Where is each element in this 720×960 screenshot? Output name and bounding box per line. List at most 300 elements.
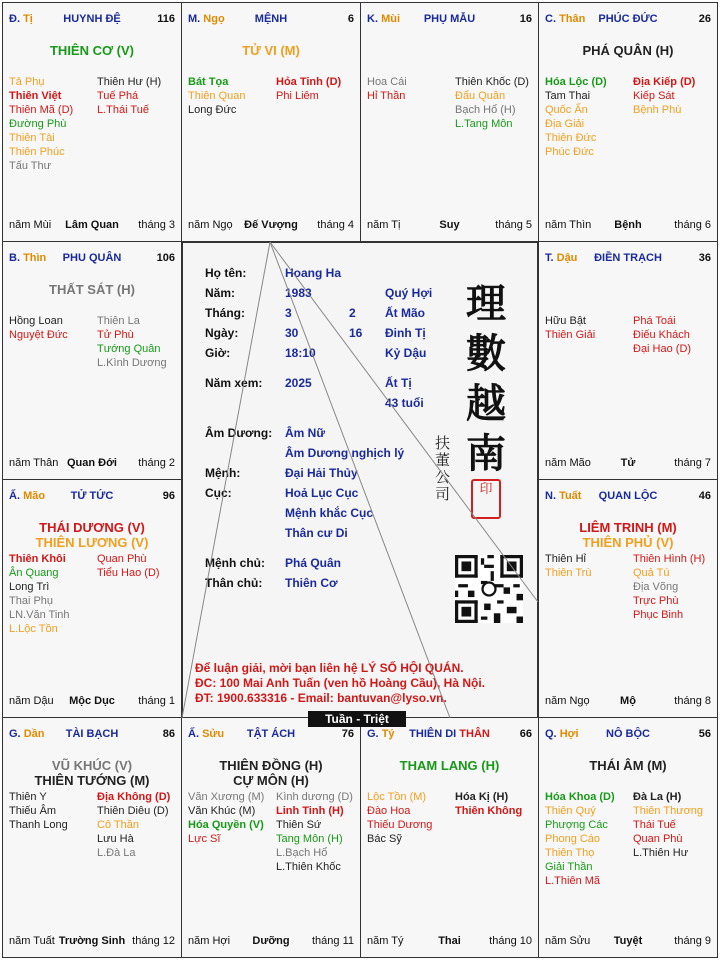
- than-chu-label: Thân chủ:: [205, 576, 263, 590]
- hour-label: Giờ:: [205, 346, 231, 360]
- age-value: 43 tuổi: [385, 396, 424, 410]
- amduong-value: Âm Nữ: [285, 426, 326, 440]
- minor-stars-left: [367, 790, 432, 846]
- day-lunar: 16: [349, 326, 363, 340]
- minor-stars-left: [545, 75, 607, 159]
- palace-number: 16: [519, 13, 532, 25]
- minor-star[interactable]: Tuế Phá: [97, 90, 139, 102]
- palace-footer: [545, 219, 711, 233]
- minor-star[interactable]: Trực Phù: [633, 595, 679, 607]
- palace-stage: Bệnh: [614, 219, 642, 231]
- minor-star[interactable]: Hoa Cái: [367, 76, 407, 88]
- hour-value: 18:10: [285, 346, 316, 360]
- palace-stage: Thai: [438, 935, 461, 947]
- calligraphy-title: [451, 279, 521, 479]
- palace-cell-suu: [181, 717, 361, 958]
- palace-header: [9, 728, 175, 744]
- minor-stars-right: [455, 790, 522, 818]
- palace-cell-dau: [538, 241, 718, 480]
- palace-cell-hoi: [538, 717, 718, 958]
- minor-stars-right: [276, 75, 341, 103]
- year-can-chi: Quý Hợi: [385, 286, 433, 300]
- minor-star[interactable]: Thiên Quý: [545, 805, 596, 817]
- palace-year: năm Mão: [545, 457, 591, 469]
- palace-cell-ty: [2, 2, 182, 242]
- palace-header: [188, 13, 354, 29]
- palace-footer: [188, 935, 354, 949]
- palace-year: năm Tuất: [9, 935, 55, 947]
- minor-star[interactable]: Tướng Quân: [97, 343, 161, 355]
- minor-star[interactable]: Đào Hoa: [367, 805, 411, 817]
- palace-stage: Mộc Dục: [69, 695, 115, 707]
- palace-name-text: THIÊN DI: [409, 728, 457, 740]
- cuc-value: Hoả Lục Cục: [285, 486, 359, 500]
- palace-than-marker: THÂN: [459, 728, 490, 740]
- palace-name[interactable]: [63, 13, 120, 25]
- name-label: Họ tên:: [205, 266, 247, 280]
- than-chu-value: Thiên Cơ: [285, 576, 338, 590]
- minor-star[interactable]: Bác Sỹ: [367, 833, 402, 845]
- main-star[interactable]: CỰ MÔN (H): [233, 773, 309, 788]
- palace-stem: K.: [367, 13, 378, 25]
- menh-chu-value: Phá Quân: [285, 556, 342, 570]
- palace-branch: [9, 252, 46, 264]
- minor-star[interactable]: Tử Phù: [97, 329, 134, 341]
- minor-stars-right: [455, 75, 529, 131]
- minor-star[interactable]: Đà La (H): [633, 791, 682, 803]
- palace-branch: [188, 13, 225, 25]
- amduong-label: Âm Dương:: [205, 426, 273, 440]
- palace-stem: N.: [545, 490, 556, 502]
- palace-header: [545, 728, 711, 744]
- minor-star[interactable]: Thiên Khốc (D): [455, 76, 529, 88]
- minor-star[interactable]: Long Đức: [188, 104, 237, 116]
- minor-star[interactable]: Nguyệt Đức: [9, 329, 68, 341]
- hour-can-chi: Kỷ Dậu: [385, 346, 427, 360]
- minor-stars-right: [97, 75, 161, 117]
- minor-star[interactable]: Quả Tú: [633, 567, 670, 579]
- minor-star[interactable]: Địa Không (D): [97, 791, 171, 803]
- palace-number: 26: [698, 13, 711, 25]
- minor-star[interactable]: Kiếp Sát: [633, 90, 675, 102]
- palace-number: 96: [162, 490, 175, 502]
- palace-cell-tuat: [538, 479, 718, 718]
- minor-star[interactable]: L.Tang Môn: [455, 118, 513, 130]
- main-star[interactable]: THAM LANG (H): [399, 758, 500, 773]
- minor-stars-right: [97, 314, 167, 370]
- minor-star[interactable]: Tam Thai: [545, 90, 591, 102]
- palace-name-text: ĐIỀN TRẠCH: [594, 252, 662, 264]
- palace-name[interactable]: [255, 13, 287, 25]
- minor-star[interactable]: Bạch Hổ (H): [455, 104, 516, 116]
- palace-header: [545, 252, 711, 268]
- minor-star[interactable]: Thiên Phúc: [9, 146, 65, 158]
- palace-year: năm Ngọ: [188, 219, 233, 231]
- palace-year: năm Sửu: [545, 935, 591, 947]
- minor-star[interactable]: Thiếu Âm: [9, 805, 57, 817]
- minor-star[interactable]: Thai Phụ: [9, 595, 54, 607]
- palace-branch: [545, 728, 579, 740]
- palace-stage: Tử: [620, 457, 636, 469]
- palace-name-text: NÔ BỘC: [606, 728, 650, 740]
- main-star[interactable]: PHÁ QUÂN (H): [582, 43, 674, 58]
- palace-number: 86: [162, 728, 175, 740]
- minor-star[interactable]: Quan Phù: [633, 833, 683, 845]
- palace-year: năm Hợi: [188, 935, 231, 947]
- palace-stem: B.: [9, 252, 20, 264]
- minor-star[interactable]: Thiên Không: [455, 805, 523, 817]
- palace-number: 66: [519, 728, 532, 740]
- palace-year: năm Ngọ: [545, 695, 590, 707]
- month-lunar: 2: [349, 306, 356, 320]
- minor-star[interactable]: Hữu Bật: [545, 315, 586, 327]
- main-star[interactable]: VŨ KHÚC (V): [51, 758, 133, 773]
- main-star[interactable]: THIÊN ĐỒNG (H): [219, 758, 323, 773]
- minor-star[interactable]: L.Thiên Mã: [545, 875, 601, 887]
- minor-star[interactable]: Quốc Ấn: [545, 104, 588, 116]
- calligraphy-char: 越: [466, 380, 506, 427]
- minor-star[interactable]: Thiên Hình (H): [633, 553, 706, 565]
- palace-stage: Suy: [439, 219, 460, 231]
- minor-star[interactable]: Kình dương (D): [276, 791, 353, 803]
- seal-text: 印: [479, 482, 493, 497]
- minor-star[interactable]: LN.Văn Tinh: [9, 609, 70, 621]
- palace-branch: [9, 13, 33, 25]
- minor-star[interactable]: Tấu Thư: [9, 160, 52, 172]
- palace-header: [9, 13, 175, 29]
- minor-star[interactable]: Đường Phù: [9, 118, 67, 130]
- minor-star[interactable]: L.Kình Dương: [97, 357, 167, 369]
- palace-footer: [9, 695, 175, 709]
- palace-name-text: TẬT ÁCH: [246, 728, 296, 740]
- minor-star[interactable]: Phi Liêm: [276, 90, 319, 102]
- palace-name[interactable]: [594, 252, 662, 264]
- minor-star[interactable]: Hỉ Thần: [367, 90, 406, 102]
- minor-star[interactable]: Thiên Mã (D): [9, 104, 74, 116]
- palace-cell-mao: [2, 479, 182, 718]
- minor-star[interactable]: Giải Thần: [545, 861, 593, 873]
- minor-stars-left: [545, 790, 615, 888]
- minor-star[interactable]: Hóa Kị (H): [455, 791, 509, 803]
- palace-month: tháng 5: [495, 219, 532, 231]
- minor-star[interactable]: Thiên Việt: [9, 90, 62, 102]
- minor-star[interactable]: Thiên Quan: [188, 90, 246, 102]
- palace-branch: [188, 728, 224, 740]
- minor-stars-left: [9, 790, 68, 832]
- minor-stars-left: [9, 552, 70, 636]
- calligraphy-char: 數: [466, 330, 506, 377]
- minor-star[interactable]: Phúc Đức: [545, 146, 594, 158]
- minor-star[interactable]: Thiên La: [97, 315, 140, 327]
- day-value: 30: [285, 326, 299, 340]
- palace-branch: [545, 13, 585, 25]
- palace-footer: [188, 219, 354, 233]
- palace-number: 116: [157, 13, 175, 25]
- menh-value: Đại Hải Thủy: [285, 466, 358, 480]
- palace-name[interactable]: [599, 490, 658, 502]
- palace-name[interactable]: [247, 728, 295, 740]
- minor-star[interactable]: Tả Phụ: [9, 76, 45, 88]
- minor-star[interactable]: L.Thái Tuế: [97, 104, 149, 116]
- palace-month: tháng 12: [132, 935, 175, 947]
- palace-stage: Trường Sinh: [58, 935, 126, 947]
- main-star[interactable]: THÁI ÂM (M): [589, 758, 667, 773]
- palace-number: 106: [156, 252, 175, 264]
- minor-star[interactable]: Thiên Giải: [545, 329, 596, 341]
- palace-stem: G.: [367, 728, 379, 740]
- minor-star[interactable]: Lực Sĩ: [188, 833, 221, 845]
- red-seal-stamp: [471, 479, 501, 519]
- minor-star[interactable]: Cô Thần: [97, 819, 139, 831]
- palace-branch: [9, 490, 45, 502]
- month-value: 3: [285, 306, 292, 320]
- month-can-chi: Ất Mão: [385, 306, 425, 320]
- minor-stars-left: [188, 75, 245, 117]
- palace-cell-mui: [360, 2, 539, 242]
- main-star[interactable]: THIÊN CƠ (V): [49, 43, 135, 58]
- palace-name[interactable]: [409, 728, 490, 740]
- minor-star[interactable]: Phong Cáo: [545, 833, 601, 845]
- palace-stage: Dưỡng: [252, 935, 290, 947]
- palace-footer: [9, 457, 175, 471]
- palace-name-text: MỆNH: [254, 13, 288, 25]
- main-star[interactable]: THIÊN TƯỚNG (M): [34, 773, 150, 788]
- minor-star[interactable]: Tiểu Hao (D): [97, 567, 160, 579]
- palace-header: [545, 490, 711, 506]
- palace-name-text: PHÚC ĐỨC: [598, 13, 658, 25]
- palace-branch-name: Thân: [559, 13, 586, 25]
- palace-stem: Đ.: [9, 13, 20, 25]
- palace-stage: Lâm Quan: [65, 219, 119, 231]
- minor-star[interactable]: Thiếu Dương: [367, 819, 433, 831]
- palace-stem: Q.: [545, 728, 557, 740]
- minor-stars-right: [633, 552, 705, 622]
- palace-footer: [9, 219, 175, 233]
- minor-star[interactable]: Điếu Khách: [633, 329, 690, 341]
- minor-star[interactable]: Tang Môn (H): [276, 833, 343, 845]
- minor-star[interactable]: Hóa Khoa (D): [545, 791, 615, 803]
- minor-star[interactable]: Văn Xương (M): [188, 791, 265, 803]
- main-star[interactable]: LIÊM TRINH (M): [579, 520, 677, 535]
- minor-stars-left: [9, 314, 68, 342]
- minor-star[interactable]: Thiên Trù: [545, 567, 592, 579]
- palace-year: năm Thân: [9, 457, 59, 469]
- minor-star[interactable]: Ân Quang: [9, 567, 59, 579]
- contact-address: ĐC: 100 Mai Anh Tuấn (ven hồ Hoàng Cầu), Hà Nội.: [195, 676, 486, 690]
- minor-star[interactable]: Thiên Thọ: [545, 847, 595, 859]
- palace-header: [9, 490, 175, 506]
- palace-name[interactable]: [606, 728, 650, 740]
- minor-stars-left: [545, 552, 591, 580]
- minor-star[interactable]: Lưu Hà: [97, 833, 134, 845]
- minor-star[interactable]: L.Thiên Khốc: [276, 861, 341, 873]
- minor-star[interactable]: Phục Binh: [633, 609, 684, 621]
- palace-stage: Mộ: [620, 695, 636, 707]
- palace-branch-name: Dậu: [556, 252, 578, 264]
- contact-phone-email[interactable]: ĐT: 1900.633316 - Email: bantuvan@lyso.vn.: [195, 691, 447, 705]
- palace-branch: [545, 490, 581, 502]
- day-can-chi: Đinh Tị: [385, 326, 426, 340]
- company-char: 董: [435, 451, 451, 469]
- minor-stars-left: [188, 790, 264, 846]
- palace-branch: [9, 728, 44, 740]
- minor-star[interactable]: Địa Kiếp (D): [633, 76, 696, 88]
- minor-star[interactable]: Địa Võng: [633, 581, 679, 593]
- company-char: 扶: [435, 434, 451, 452]
- main-star[interactable]: THÁI DƯƠNG (V): [39, 520, 145, 535]
- minor-star[interactable]: Hồng Loan: [9, 315, 63, 327]
- minor-star[interactable]: Quan Phù: [97, 553, 147, 565]
- palace-year: năm Dậu: [9, 695, 54, 707]
- palace-branch-name: Tuất: [559, 490, 582, 502]
- palace-footer: [367, 935, 532, 949]
- minor-star[interactable]: Văn Khúc (M): [188, 805, 256, 817]
- minor-star[interactable]: Thiên Thương: [633, 805, 704, 817]
- palace-name-text: PHỤ MẪU: [423, 13, 476, 25]
- minor-star[interactable]: Thiên Hư (H): [97, 76, 162, 88]
- palace-year: năm Tị: [367, 219, 401, 231]
- minor-star[interactable]: Thanh Long: [9, 819, 68, 831]
- company-char: 公: [435, 468, 451, 486]
- minor-star[interactable]: L.Thiên Hư: [633, 847, 689, 859]
- year-label: Năm:: [205, 286, 236, 300]
- palace-number: 76: [341, 728, 354, 740]
- minor-stars-left: [367, 75, 407, 103]
- palace-branch: [367, 13, 400, 25]
- palace-month: tháng 11: [311, 935, 354, 947]
- minor-stars-right: [633, 314, 691, 356]
- palace-header: [367, 13, 532, 29]
- palace-name[interactable]: [66, 728, 119, 740]
- minor-stars-left: [545, 314, 595, 342]
- palace-year: năm Thìn: [545, 219, 592, 231]
- palace-number: 6: [347, 13, 354, 25]
- palace-footer: [367, 219, 532, 233]
- minor-star[interactable]: Lộc Tồn (M): [367, 791, 427, 803]
- palace-stage: Đế Vượng: [244, 219, 298, 231]
- minor-star[interactable]: Hóa Quyền (V): [188, 819, 264, 831]
- palace-stem: C.: [545, 13, 556, 25]
- month-label: Tháng:: [205, 306, 245, 320]
- minor-star[interactable]: Phượng Các: [545, 819, 608, 831]
- palace-month: tháng 2: [138, 457, 175, 469]
- palace-header: [9, 252, 175, 268]
- view-year-label: Năm xem:: [205, 376, 263, 390]
- minor-star[interactable]: Thiên Y: [9, 791, 47, 803]
- palace-cell-dan: [2, 717, 182, 958]
- minor-star[interactable]: Linh Tinh (H): [276, 805, 344, 817]
- amduong-note: Âm Dương nghịch lý: [285, 446, 405, 460]
- minor-star[interactable]: Bệnh Phù: [633, 104, 682, 116]
- minor-star[interactable]: L.Đà La: [97, 847, 136, 859]
- palace-year: năm Tý: [367, 935, 404, 947]
- minor-star[interactable]: Hỏa Tinh (D): [276, 76, 342, 88]
- company-signature: [435, 435, 453, 503]
- minor-star[interactable]: Phá Toái: [633, 315, 676, 327]
- qr-code-icon[interactable]: [455, 555, 523, 623]
- minor-star[interactable]: Thiên Tài: [9, 132, 55, 144]
- cuc-note-2: Thân cư Di: [285, 526, 348, 540]
- palace-branch-name: Tý: [381, 728, 395, 740]
- main-star[interactable]: THIÊN LƯƠNG (V): [35, 535, 149, 550]
- view-year-can-chi: Ất Tị: [385, 376, 412, 390]
- palace-number: 46: [698, 490, 711, 502]
- palace-footer: [545, 695, 711, 709]
- palace-month: tháng 1: [138, 695, 175, 707]
- palace-name[interactable]: [63, 252, 122, 264]
- main-star[interactable]: THIÊN PHỦ (V): [582, 535, 674, 550]
- palace-stem: G.: [9, 728, 21, 740]
- minor-star[interactable]: Thái Tuế: [633, 819, 676, 831]
- palace-branch-name: Mão: [23, 490, 46, 502]
- minor-star[interactable]: Thiên Diêu (D): [97, 805, 169, 817]
- minor-star[interactable]: Đại Hao (D): [633, 343, 692, 355]
- palace-cell-than: [538, 2, 718, 242]
- palace-name-text: TÀI BẠCH: [65, 728, 119, 740]
- palace-cell-ngo: [181, 2, 361, 242]
- cuc-label: Cục:: [205, 486, 232, 500]
- minor-star[interactable]: Long Trì: [9, 581, 50, 593]
- palace-stage: Tuyệt: [613, 935, 643, 947]
- palace-name[interactable]: [424, 13, 475, 25]
- palace-month: tháng 3: [138, 219, 175, 231]
- palace-year: năm Mùi: [9, 219, 52, 231]
- menh-chu-label: Mệnh chủ:: [205, 556, 265, 570]
- minor-star[interactable]: Thiên Đức: [545, 132, 597, 144]
- minor-stars-right: [276, 790, 353, 874]
- palace-name[interactable]: [598, 13, 657, 25]
- minor-star[interactable]: Thiên Hỉ: [545, 553, 586, 565]
- palace-footer: [545, 935, 711, 949]
- minor-star[interactable]: Địa Giải: [545, 118, 585, 130]
- palace-branch-name: Thìn: [23, 252, 47, 264]
- palace-cell-ty2: [360, 717, 539, 958]
- minor-star[interactable]: L.Bạch Hổ: [276, 847, 328, 859]
- year-value: 1983: [285, 286, 312, 300]
- palace-branch-name: Sửu: [202, 728, 225, 740]
- palace-month: tháng 9: [674, 935, 711, 947]
- palace-name-text: QUAN LỘC: [598, 490, 658, 502]
- main-star[interactable]: TỬ VI (M): [242, 43, 300, 58]
- palace-stem: M.: [188, 13, 201, 25]
- minor-star[interactable]: Thiên Khôi: [9, 553, 66, 565]
- minor-star[interactable]: Bát Tọa: [188, 76, 229, 88]
- palace-name[interactable]: [71, 490, 114, 502]
- palace-header: [367, 728, 532, 744]
- palace-month: tháng 10: [489, 935, 532, 947]
- minor-star[interactable]: Hóa Lộc (D): [545, 76, 607, 88]
- minor-star[interactable]: Đẩu Quân: [455, 90, 506, 102]
- palace-stem: Ấ.: [9, 490, 20, 502]
- palace-header: [188, 728, 354, 744]
- palace-branch-name: Ngọ: [203, 13, 225, 25]
- menh-label: Mệnh:: [205, 466, 241, 480]
- contact-line-1: Để luận giải, mời bạn liên hệ LÝ SỐ HỘI QUÁN.: [195, 661, 464, 675]
- palace-month: tháng 4: [317, 219, 354, 231]
- minor-star[interactable]: Thiên Sứ: [276, 819, 322, 831]
- minor-stars-left: [9, 75, 73, 173]
- palace-number: 36: [698, 252, 711, 264]
- minor-stars-right: [633, 75, 695, 117]
- main-star[interactable]: THẤT SÁT (H): [49, 282, 135, 297]
- calligraphy-char: 理: [466, 280, 506, 327]
- minor-stars-right: [97, 790, 170, 860]
- palace-cell-thin: [2, 241, 182, 480]
- minor-star[interactable]: L.Lộc Tồn: [9, 623, 58, 635]
- view-year-value: 2025: [285, 376, 312, 390]
- palace-branch-name: Mùi: [381, 13, 401, 25]
- palace-branch-name: Tị: [23, 13, 33, 25]
